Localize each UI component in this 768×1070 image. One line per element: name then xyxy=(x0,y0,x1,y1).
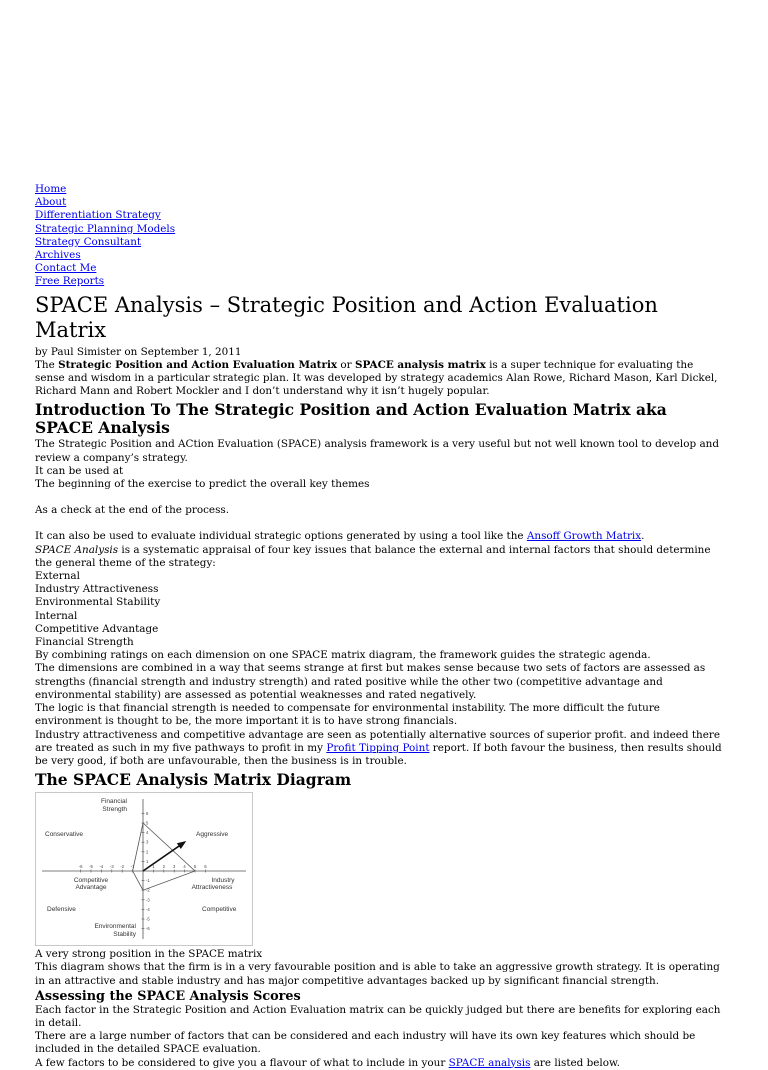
y-tick-label: -4 xyxy=(146,907,150,913)
y-tick-label: -2 xyxy=(146,887,150,893)
factor-item: Financial Strength xyxy=(35,636,134,649)
y-tick-label: 6 xyxy=(146,811,149,817)
nav-menu xyxy=(35,183,725,289)
factor-list xyxy=(35,570,725,649)
label-environmental-stability-2: Stability xyxy=(113,931,136,939)
nav-link-strategic-planning-models[interactable]: Strategic Planning Models xyxy=(35,222,176,235)
nav-link-free-reports[interactable]: Free Reports xyxy=(35,275,105,288)
y-tick-label: 2 xyxy=(146,849,149,855)
section1-paragraph-3 xyxy=(35,544,725,570)
ansoff-growth-matrix-link[interactable]: Ansoff Growth Matrix xyxy=(526,530,642,543)
section3-paragraph-2: There are a large number of factors that can be considered and each industry will have its own key features which should be included in the detailed SPACE evaluation. xyxy=(35,1030,696,1056)
y-tick-label: -3 xyxy=(146,897,150,903)
section-heading-matrix-diagram: The SPACE Analysis Matrix Diagram xyxy=(35,770,352,790)
paragraph-text: is a systematic appraisal of four key issues that balance the external and internal factors that should determine the general theme of the strategy: xyxy=(35,543,711,569)
factor-item: Industry Attractiveness xyxy=(35,583,159,596)
label-conservative: Conservative xyxy=(45,831,83,839)
nav-link-home[interactable]: Home xyxy=(35,183,67,195)
section-heading-introduction: Introduction To The Strategic Position and Action Evaluation Matrix aka SPACE Analysis xyxy=(35,400,667,438)
x-tick-label: 1 xyxy=(152,864,155,870)
section1-paragraph-5: The dimensions are combined in a way that seems strange at first but makes sense because two sets of factors are assessed as strengths (financial strength and industry strength) and rated positive while the other two (competitive advantage and environmental stability) are assessed as potential weaknesses and rated negatively. xyxy=(35,662,706,701)
x-tick-label: -4 xyxy=(99,864,104,870)
intro-bold-term-2: SPACE analysis matrix xyxy=(354,358,486,371)
section-heading-assessing-scores: Assessing the SPACE Analysis Scores xyxy=(35,988,301,1004)
section1-used-at: It can be used at xyxy=(35,464,124,477)
x-tick-label: 6 xyxy=(204,864,207,870)
label-industry-attractiveness: Industry xyxy=(211,877,235,885)
intro-text: or xyxy=(337,358,355,371)
y-tick-label: 4 xyxy=(146,830,149,836)
y-tick-label: -1 xyxy=(146,878,150,884)
intro-text: is a super technique for evaluating the sense and wisdom in a particular strategic plan. It was developed by strategy academics Alan Rowe, Richard Mason, Karl Dickel, Richard Mann and Robert Mockler and I don’t understand why it isn’t hugely popular. xyxy=(35,358,718,398)
label-competitive: Competitive xyxy=(202,906,237,914)
section1-paragraph-7 xyxy=(35,729,725,769)
spacer xyxy=(35,517,725,530)
use-item-beginning: The beginning of the exercise to predict the overall key themes xyxy=(35,478,370,491)
space-matrix-diagram xyxy=(35,792,253,946)
y-tick-label: -5 xyxy=(146,916,150,922)
use-item-end-check: As a check at the end of the process. xyxy=(35,504,230,517)
paragraph-text: . xyxy=(641,530,645,543)
y-tick-label: 1 xyxy=(146,859,149,865)
section3-paragraph-3 xyxy=(35,1057,725,1070)
x-tick-label: 3 xyxy=(173,864,176,870)
factor-item: External xyxy=(35,570,80,583)
label-competitive-advantage-2: Advantage xyxy=(75,884,107,892)
label-defensive: Defensive xyxy=(47,906,76,914)
paragraph-text: are listed below. xyxy=(530,1056,620,1069)
page-content xyxy=(35,183,725,1070)
x-tick-label: -3 xyxy=(109,864,114,870)
x-tick-label: -1 xyxy=(130,864,135,870)
paragraph-text: Industry attractiveness and competitive advantage are seen as potentially alternative sources of superior profit. and indeed there are treated as such in my five pathways to profit in my xyxy=(35,728,721,754)
factor-item: Environmental Stability xyxy=(35,596,161,609)
spacer xyxy=(35,491,725,504)
profit-tipping-point-link[interactable]: Profit Tipping Point xyxy=(326,741,430,754)
intro-text: The xyxy=(35,358,59,371)
section1-paragraph-4: By combining ratings on each dimension on one SPACE matrix diagram, the framework guides the strategic agenda. xyxy=(35,649,651,662)
space-matrix-svg xyxy=(36,793,252,945)
section1-paragraph-2 xyxy=(35,530,725,543)
nav-link-strategy-consultant[interactable]: Strategy Consultant xyxy=(35,235,142,248)
paragraph-text: A few factors to be considered to give you a flavour of what to include in your xyxy=(35,1056,449,1069)
space-analysis-emphasis: SPACE Analysis xyxy=(35,543,119,556)
y-tick-label: 3 xyxy=(146,839,149,845)
x-tick-label: 4 xyxy=(183,864,186,870)
intro-bold-term-1: Strategic Position and Action Evaluation Matrix xyxy=(58,358,338,371)
y-tick-label: 5 xyxy=(146,820,149,826)
nav-link-contact-me[interactable]: Contact Me xyxy=(35,262,97,275)
label-environmental-stability: Environmental xyxy=(94,923,136,931)
label-financial-strength-2: Strength xyxy=(102,806,127,814)
label-competitive-advantage: Competitive xyxy=(73,877,109,885)
article-title: SPACE Analysis – Strategic Position and Action Evaluation Matrix xyxy=(35,292,658,342)
paragraph-text: It can also be used to evaluate individual strategic options generated by using a tool like the xyxy=(35,530,527,543)
section1-paragraph-6: The logic is that financial strength is needed to compensate for environmental instability. The more difficult the future environment is thought to be, the more important it is to have strong financials. xyxy=(35,702,660,728)
nav-link-differentiation-strategy[interactable]: Differentiation Strategy xyxy=(35,209,161,222)
direction-vector-arrowhead xyxy=(177,841,186,849)
x-tick-label: 5 xyxy=(193,864,197,870)
article-byline: by Paul Simister on September 1, 2011 xyxy=(35,345,242,358)
section3-paragraph-1: Each factor in the Strategic Position and Action Evaluation matrix can be quickly judged but there are benefits for exploring each in detail. xyxy=(35,1003,721,1029)
x-tick-label: -5 xyxy=(89,864,93,870)
label-financial-strength: Financial xyxy=(100,798,127,806)
factor-item: Internal xyxy=(35,609,78,622)
diagram-caption: A very strong position in the SPACE matrix xyxy=(35,948,263,961)
nav-link-archives[interactable]: Archives xyxy=(35,249,81,262)
x-tick-label: -2 xyxy=(120,864,125,870)
section2-paragraph-1: This diagram shows that the firm is in a very favourable position and is able to take an aggressive growth strategy. It is operating in an attractive and stable industry and has major competitive advantages backed up by significant financial strength. xyxy=(35,961,720,987)
x-tick-label: -6 xyxy=(78,864,83,870)
label-aggressive: Aggressive xyxy=(196,831,229,839)
factor-item: Competitive Advantage xyxy=(35,622,159,635)
intro-paragraph xyxy=(35,359,725,399)
section1-paragraph-1: The Strategic Position and ACtion Evaluation (SPACE) analysis framework is a very useful but not well known tool to develop and review a company’s strategy. xyxy=(35,438,719,464)
space-analysis-link[interactable]: SPACE analysis xyxy=(448,1056,531,1069)
nav-link-about[interactable]: About xyxy=(35,196,67,209)
y-tick-label: -6 xyxy=(146,926,150,932)
x-tick-label: 2 xyxy=(162,864,165,870)
label-industry-attractiveness-2: Attractiveness xyxy=(191,884,233,892)
paragraph-text: report. If both favour the business, then results should be very good, if both are unfavourable, then the business is in trouble. xyxy=(35,741,722,767)
